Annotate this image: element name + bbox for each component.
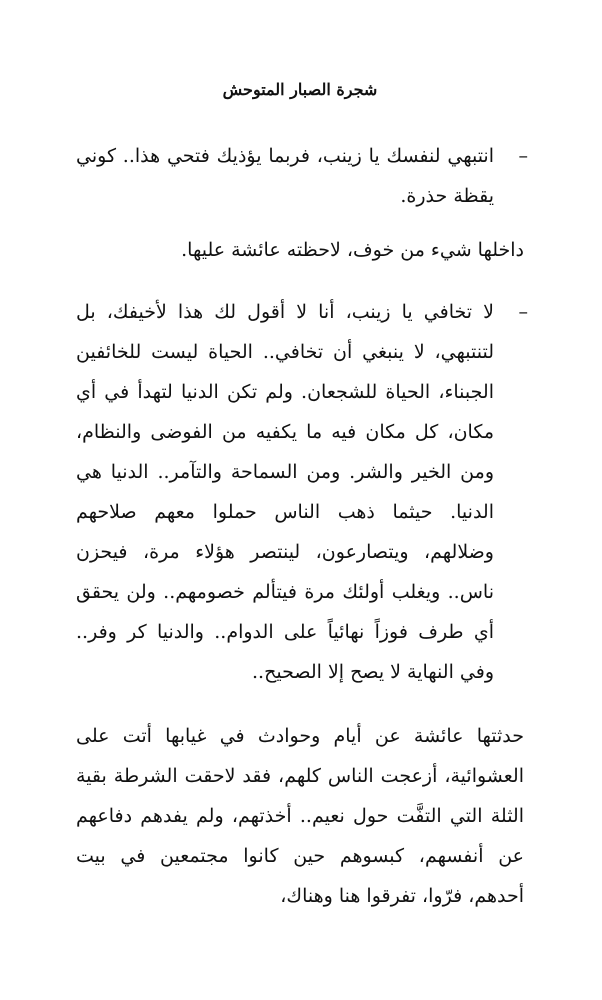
dialog-text-1: انتبهي لنفسك يا زينب، فربما يؤذيك فتحي هذا.. كوني يقظة حذرة. <box>76 145 494 207</box>
dialog-dash: – <box>518 145 528 167</box>
dialog-text-2: لا تخافي يا زينب، أنا لا أقول لك هذا لأخيفك، بل لتنتبهي، لا ينبغي أن تخافي.. الحياة ليست للخائفين الجبناء، الحياة للشجعان. ولم تكن الدنيا لتهدأ في أي مكان، كل مكان فيه ما يكفيه من الفوضى والنظام، ومن الخير والشر. ومن السماحة والتآمر.. الدنيا هي الدنيا. حيثما ذهب الناس حملوا معهم صلاحهم وضلالهم، ويتصارعون، لينتصر هؤلاء مرة، فيحزن ناس.. ويغلب أولئك مرة فيتألم خصومهم.. ولن يحقق أي طرف فوزاً نهائياً على الدوام.. والدنيا كر وفر.. وفي النهاية لا يصح إلا الصحيح.. <box>76 301 494 683</box>
dialog-paragraph-1 <box>76 136 528 216</box>
chapter-title: شجرة الصبار المتوحش <box>222 80 378 99</box>
narration-paragraph-2: حدثتها عائشة عن أيام وحوادث في غيابها أتت على العشوائية، أزعجت الناس كلهم، فقد لاحقت الشرطة بقية الثلة التي التفَّت حول نعيم.. أخذتهم، ولم يفدهم دفاعهم عن أنفسهم، كبسوهم حين كانوا مجتمعين في بيت أحدهم، فرّوا، تفرقوا هنا وهناك، <box>76 725 524 907</box>
dialog-dash: – <box>518 301 528 323</box>
dialog-paragraph-2 <box>76 292 528 692</box>
narration-paragraph-1: داخلها شيء من خوف، لاحظته عائشة عليها. <box>181 239 524 261</box>
